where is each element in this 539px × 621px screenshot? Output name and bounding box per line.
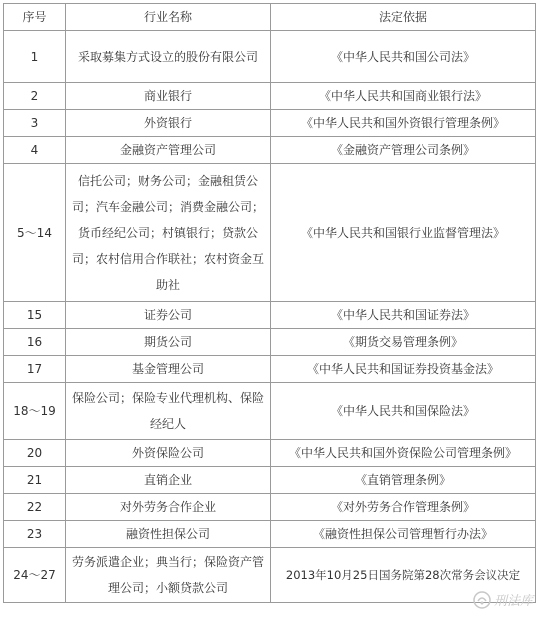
industry-name-cell: 融资性担保公司 bbox=[66, 521, 271, 548]
table-row bbox=[4, 83, 536, 110]
table-row bbox=[4, 467, 536, 494]
industry-name-cell: 金融资产管理公司 bbox=[66, 137, 271, 164]
table-row bbox=[4, 383, 536, 440]
table-row bbox=[4, 356, 536, 383]
legal-basis-text: 《期货交易管理条例》 bbox=[342, 335, 463, 349]
serial-number-cell: 21 bbox=[4, 467, 66, 494]
serial-number-cell: 17 bbox=[4, 356, 66, 383]
table-row bbox=[4, 302, 536, 329]
watermark-text: 刑法库 bbox=[493, 594, 533, 609]
table-header-row bbox=[4, 4, 536, 31]
industry-name-cell: 外资银行 bbox=[66, 110, 271, 137]
industry-name-cell: 采取募集方式设立的股份有限公司 bbox=[66, 31, 271, 83]
table-row bbox=[4, 440, 536, 467]
legal-basis-text: 《中华人民共和国银行业监督管理法》 bbox=[300, 225, 505, 240]
legal-basis-cell bbox=[271, 83, 536, 110]
legal-basis-text: 《中华人民共和国外资保险公司管理条例》 bbox=[288, 446, 517, 460]
legal-basis-text: 《融资性担保公司管理暂行办法》 bbox=[312, 527, 493, 541]
legal-basis-cell bbox=[271, 137, 536, 164]
industry-name-cell: 外资保险公司 bbox=[66, 440, 271, 467]
law-basis-table bbox=[3, 3, 536, 603]
industry-name-cell: 劳务派遣企业；典当行；保险资产管理公司；小额贷款公司 bbox=[66, 548, 271, 603]
legal-basis-text: 《中华人民共和国证券法》 bbox=[330, 308, 475, 322]
serial-number-cell: 24～27 bbox=[4, 548, 66, 603]
legal-basis-cell bbox=[271, 110, 536, 137]
header-industry-name: 行业名称 bbox=[66, 4, 271, 31]
serial-number-cell: 15 bbox=[4, 302, 66, 329]
table-row bbox=[4, 137, 536, 164]
legal-basis-cell bbox=[271, 494, 536, 521]
industry-name-cell: 保险公司；保险专业代理机构、保险经纪人 bbox=[66, 383, 271, 440]
table-row bbox=[4, 164, 536, 302]
legal-basis-cell bbox=[271, 356, 536, 383]
legal-basis-text: 《对外劳务合作管理条例》 bbox=[330, 500, 475, 514]
legal-basis-cell bbox=[271, 467, 536, 494]
legal-basis-text: 《中华人民共和国公司法》 bbox=[330, 49, 475, 64]
industry-name-cell: 期货公司 bbox=[66, 329, 271, 356]
table-row bbox=[4, 521, 536, 548]
serial-number-cell: 2 bbox=[4, 83, 66, 110]
table-row bbox=[4, 110, 536, 137]
industry-name-cell: 证券公司 bbox=[66, 302, 271, 329]
legal-basis-text: 《中华人民共和国证券投资基金法》 bbox=[306, 362, 499, 376]
legal-basis-text: 《金融资产管理公司条例》 bbox=[330, 143, 475, 157]
table-row bbox=[4, 548, 536, 603]
legal-basis-text: 《中华人民共和国商业银行法》 bbox=[318, 89, 487, 103]
legal-basis-cell bbox=[271, 383, 536, 440]
table-row bbox=[4, 494, 536, 521]
table-row bbox=[4, 329, 536, 356]
table-row bbox=[4, 31, 536, 83]
serial-number-cell: 22 bbox=[4, 494, 66, 521]
serial-number-cell: 16 bbox=[4, 329, 66, 356]
legal-basis-text: 2013年10月25日国务院第28次常务会议决定 bbox=[285, 568, 521, 582]
legal-basis-cell bbox=[271, 31, 536, 83]
industry-name-cell: 直销企业 bbox=[66, 467, 271, 494]
industry-name-cell: 基金管理公司 bbox=[66, 356, 271, 383]
serial-number-cell: 23 bbox=[4, 521, 66, 548]
serial-number-cell: 3 bbox=[4, 110, 66, 137]
legal-basis-cell bbox=[271, 302, 536, 329]
legal-basis-cell bbox=[271, 521, 536, 548]
serial-number-cell: 5～14 bbox=[4, 164, 66, 302]
legal-basis-text: 《中华人民共和国外资银行管理条例》 bbox=[300, 116, 505, 130]
serial-number-cell: 4 bbox=[4, 137, 66, 164]
industry-name-cell: 信托公司；财务公司；金融租赁公司；汽车金融公司；消费金融公司；货币经纪公司；村镇银行；贷款公司；农村信用合作联社；农村资金互助社 bbox=[66, 164, 271, 302]
legal-basis-text: 《中华人民共和国保险法》 bbox=[330, 404, 475, 418]
header-legal-basis: 法定依据 bbox=[271, 4, 536, 31]
serial-number-cell: 18～19 bbox=[4, 383, 66, 440]
legal-basis-cell bbox=[271, 164, 536, 302]
legal-basis-cell bbox=[271, 329, 536, 356]
table-body bbox=[4, 31, 536, 603]
legal-basis-cell bbox=[271, 548, 536, 603]
industry-name-cell: 商业银行 bbox=[66, 83, 271, 110]
serial-number-cell: 20 bbox=[4, 440, 66, 467]
industry-name-cell: 对外劳务合作企业 bbox=[66, 494, 271, 521]
header-serial-number: 序号 bbox=[4, 4, 66, 31]
serial-number-cell: 1 bbox=[4, 31, 66, 83]
legal-basis-text: 《直销管理条例》 bbox=[354, 473, 451, 487]
legal-basis-cell bbox=[271, 440, 536, 467]
